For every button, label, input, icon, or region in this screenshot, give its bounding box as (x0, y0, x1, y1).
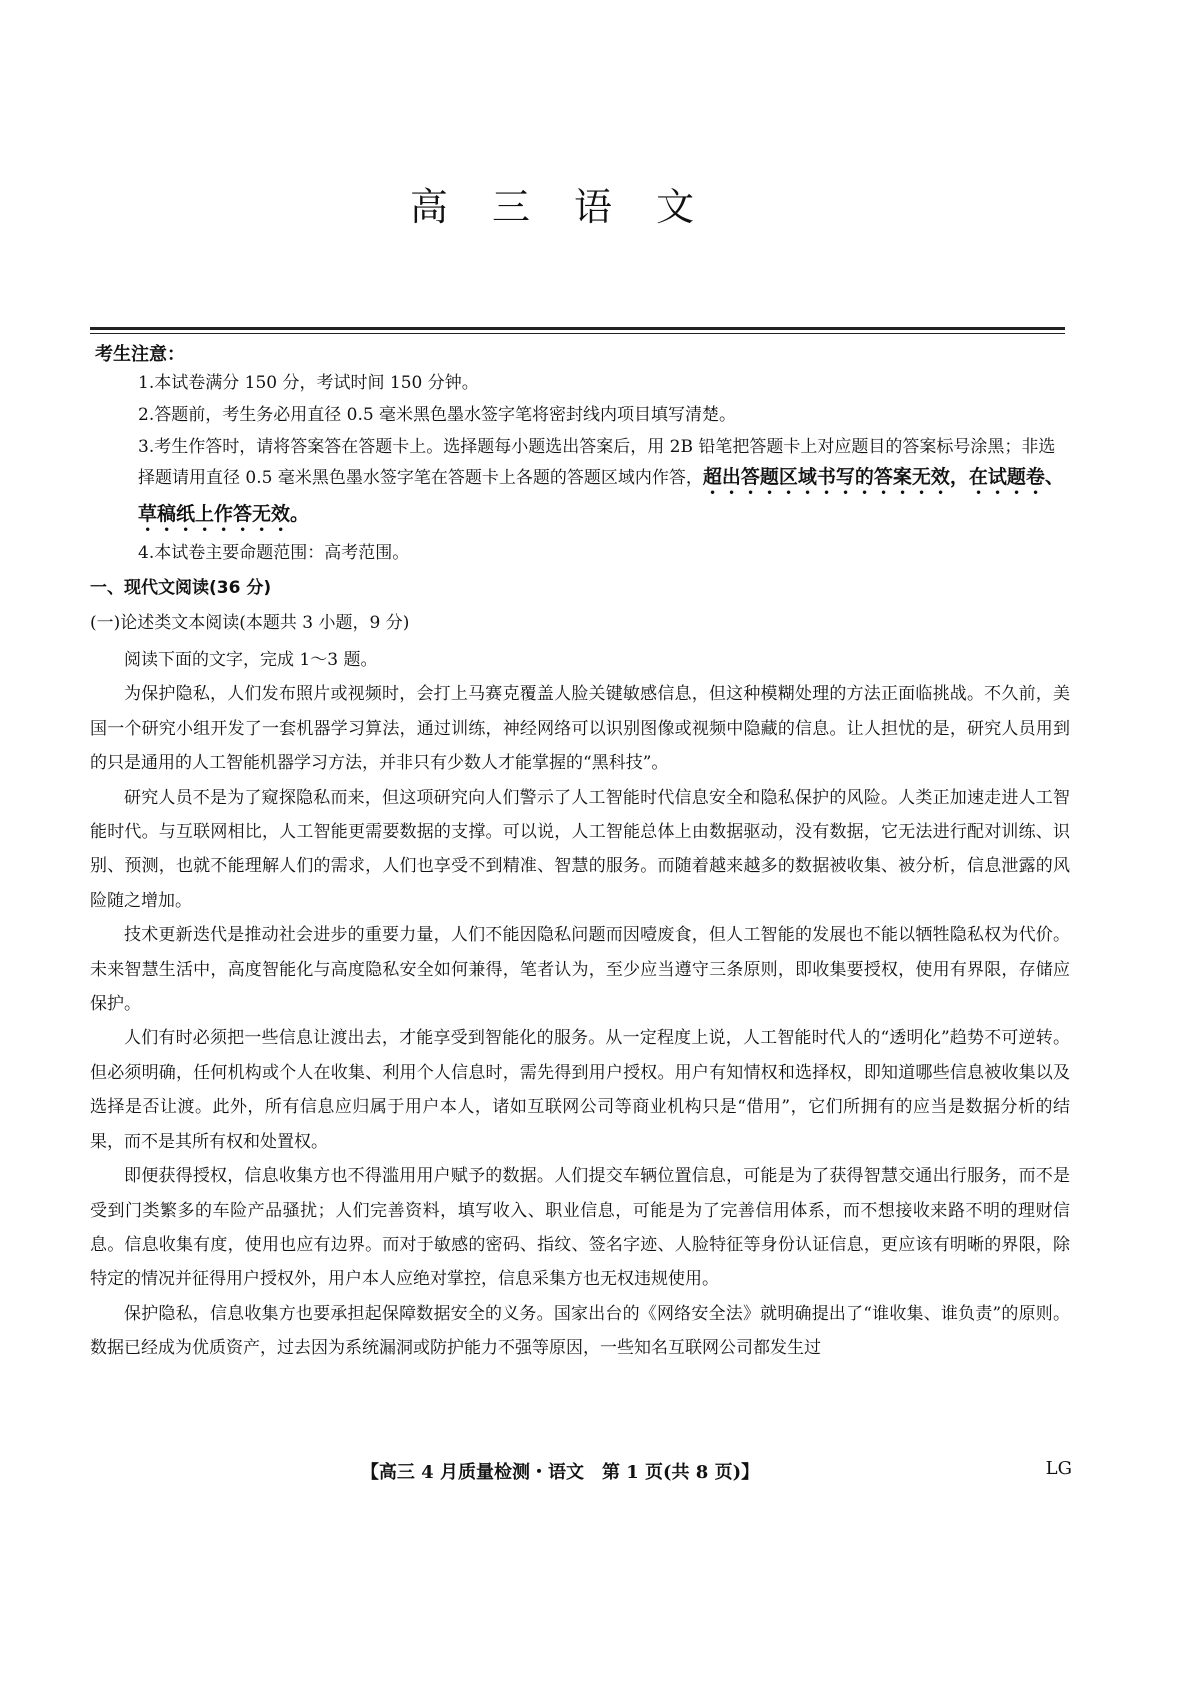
paragraph: 为保护隐私，人们发布照片或视频时，会打上马赛克覆盖人脸关键敏感信息，但这种模糊处理的方法正面临挑战。不久前，美国一个研究小组开发了一套机器学习算法，通过训练，神经网络可以识别图像或视频中隐藏的信息。让人担忧的是，研究人员用到的只是通用的人工智能机器学习方法，并非只有少数人才能掌握的“黑科技”。 (90, 684, 1070, 774)
reading-passage (90, 643, 1070, 1366)
paragraph: 技术更新迭代是推动社会进步的重要力量，人们不能因隐私问题而因噎废食，但人工智能的发展也不能以牺牲隐私权为代价。未来智慧生活中，高度智能化与高度隐私安全如何兼得，笔者认为，至少应当遵守三条原则，即收集要授权，使用有界限，存储应保护。 (90, 925, 1070, 1015)
footer-code: LG (1045, 1458, 1072, 1479)
notice-item: 1.本试卷满分 150 分，考试时间 150 分钟。 (138, 373, 479, 393)
header-rule-thin (90, 333, 1065, 334)
paragraph: 保护隐私，信息收集方也要承担起保障数据安全的义务。国家出台的《网络安全法》就明确提出了“谁收集、谁负责”的原则。数据已经成为优质资产，过去因为系统漏洞或防护能力不强等原因，一些知名互联网公司都发生过 (90, 1303, 1070, 1359)
instruction: 阅读下面的文字，完成 1～3 题。 (124, 650, 378, 670)
notice-item: 4.本试卷主要命题范围：高考范围。 (138, 543, 410, 563)
paragraph: 研究人员不是为了窥探隐私而来，但这项研究向人们警示了人工智能时代信息安全和隐私保护的风险。人类正加速走进人工智能时代。与互联网相比，人工智能更需要数据的支撑。可以说，人工智能总体上由数据驱动，没有数据，它无法进行配对训练、识别、预测，也就不能理解人们的需求，人们也享受不到精准、智慧的服务。而随着越来越多的数据被收集、被分析，信息泄露的风险随之增加。 (90, 787, 1070, 911)
notice-item-text: 3.考生作答时，请将答案答在答题卡上。选择题每小题选出答案后，用 2B 铅笔把答题卡上对应题目的答案标号涂黑；非选择题请用直径 0.5 毫米黑色墨水签字笔在答题卡上各题的答题区域内作答， (138, 437, 1056, 488)
section-heading: 一、现代文阅读(36 分) (90, 578, 272, 598)
paragraph: 人们有时必须把一些信息让渡出去，才能享受到智能化的服务。从一定程度上说，人工智能时代人的“透明化”趋势不可逆转。但必须明确，任何机构或个人在收集、利用个人信息时，需先得到用户授权。用户有知情权和选择权，即知道哪些信息被收集以及选择是否让渡。此外，所有信息应归属于用户本人，诸如互联网公司等商业机构只是“借用”，它们所拥有的应当是数据分析的结果，而不是其所有权和处置权。 (90, 1028, 1070, 1152)
notice-item: 2.答题前，考生务必用直径 0.5 毫米黑色墨水签字笔将密封线内项目填写清楚。 (138, 405, 737, 425)
notice-emphasis: 超出答题区域书写的答案无效，在试题卷、草稿纸上作答无效。 (138, 466, 1064, 525)
notice-heading: 考生注意： (95, 344, 185, 365)
page-footer: 【高三 4 月质量检测・语文 第 1 页(共 8 页)】 (360, 1462, 760, 1483)
page-title: 高 三 语 文 (409, 185, 711, 229)
header-rule-thick (90, 327, 1065, 330)
paragraph: 即便获得授权，信息收集方也不得滥用用户赋予的数据。人们提交车辆位置信息，可能是为了获得智慧交通出行服务，而不是受到门类繁多的车险产品骚扰；人们完善资料，填写收入、职业信息，可能是为了完善信用体系，而不想接收来路不明的理财信息。信息收集有度，使用也应有边界。而对于敏感的密码、指纹、签名字迹、人脸特征等身份认证信息，更应该有明晰的界限，除特定的情况并征得用户授权外，用户本人应绝对掌控，信息采集方也无权违规使用。 (90, 1166, 1070, 1290)
notice-item (138, 432, 1068, 536)
section-subheading: (一)论述类文本阅读(本题共 3 小题，9 分) (90, 613, 410, 633)
notice-list (138, 368, 1068, 570)
